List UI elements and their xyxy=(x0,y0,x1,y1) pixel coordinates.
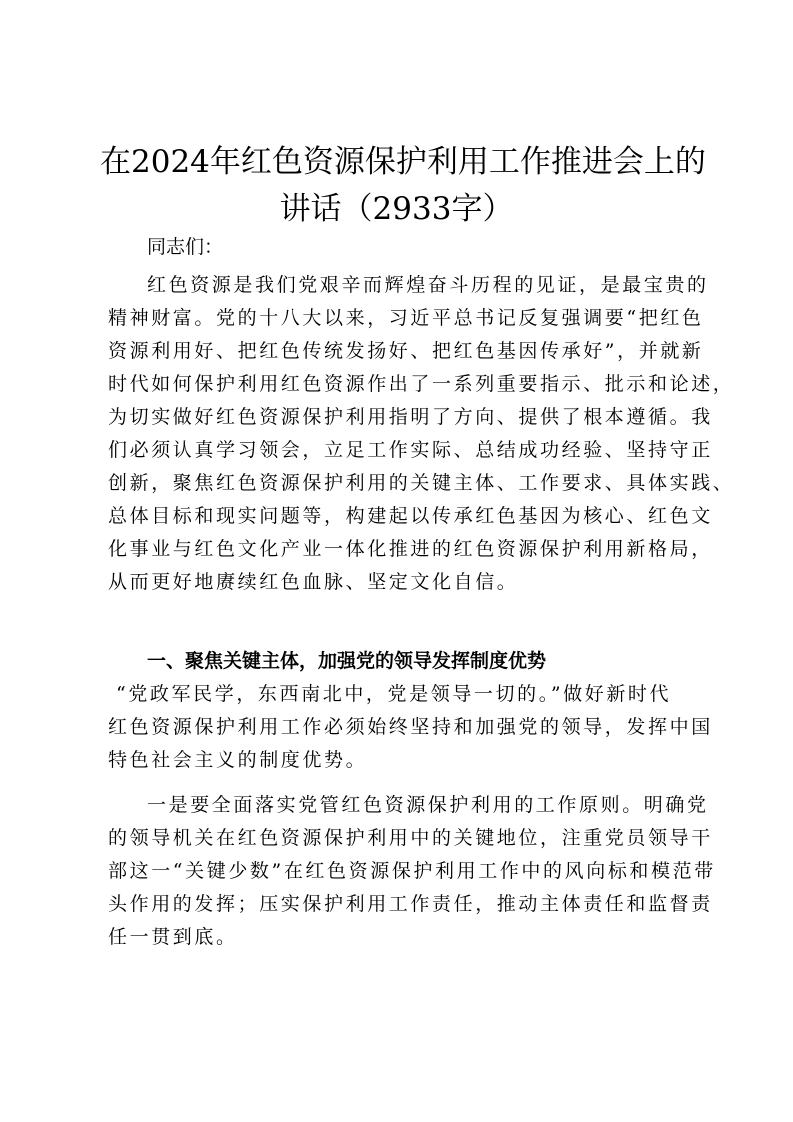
section-1-heading: 一、聚焦关键主体，加强党的领导发挥制度优势 xyxy=(147,650,547,672)
paragraph-3-line: 头作用的发挥；压实保护利用工作责任，推动主体责任和监督责 xyxy=(108,893,713,915)
document-title-line-1: 在2024年红色资源保护利用工作推进会上的 xyxy=(100,144,706,180)
paragraph-2-line: 红色资源保护利用工作必须始终坚持和加强党的领导，发挥中国 xyxy=(108,716,713,738)
paragraph-1-line: 精神财富。党的十八大以来，习近平总书记反复强调要“把红色 xyxy=(108,307,704,329)
paragraph-1-line: 们必须认真学习领会，立足工作实际、总结成功经验、坚持守正 xyxy=(108,439,713,461)
paragraph-2-line: 特色社会主义的制度优势。 xyxy=(108,749,368,771)
paragraph-1-line: 资源利用好、把红色传统发扬好、把红色基因传承好”，并就新 xyxy=(108,340,704,362)
paragraph-1-line: 时代如何保护利用红色资源作出了一系列重要指示、批示和论述， xyxy=(108,373,735,395)
paragraph-3-line: 任一贯到底。 xyxy=(108,926,238,948)
paragraph-2-line: “党政军民学，东西南北中，党是领导一切的。”做好新时代 xyxy=(116,683,672,705)
paragraph-1-line: 红色资源是我们党艰辛而辉煌奋斗历程的见证，是最宝贵的 xyxy=(147,274,709,296)
paragraph-3-line: 部这一“关键少数”在红色资源保护利用工作中的风向标和模范带 xyxy=(108,860,716,882)
paragraph-1-line: 总体目标和现实问题等，构建起以传承红色基因为核心、红色文 xyxy=(108,505,713,527)
paragraph-1-line: 从而更好地赓续红色血脉、坚定文化自信。 xyxy=(108,571,519,593)
paragraph-3-line: 一是要全面落实党管红色资源保护利用的工作原则。明确党 xyxy=(147,794,709,816)
document-title-line-2: 讲话（2933字） xyxy=(279,191,514,227)
paragraph-1-line: 为切实做好红色资源保护利用指明了方向、提供了根本遵循。我 xyxy=(108,406,713,428)
paragraph-1-line: 化事业与红色文化产业一体化推进的红色资源保护利用新格局， xyxy=(108,538,713,560)
paragraph-1-line: 创新，聚焦红色资源保护利用的关键主体、工作要求、具体实践、 xyxy=(108,472,735,494)
paragraph-3-line: 的领导机关在红色资源保护利用中的关键地位，注重党员领导干 xyxy=(108,827,713,849)
salutation: 同志们： xyxy=(147,236,224,258)
